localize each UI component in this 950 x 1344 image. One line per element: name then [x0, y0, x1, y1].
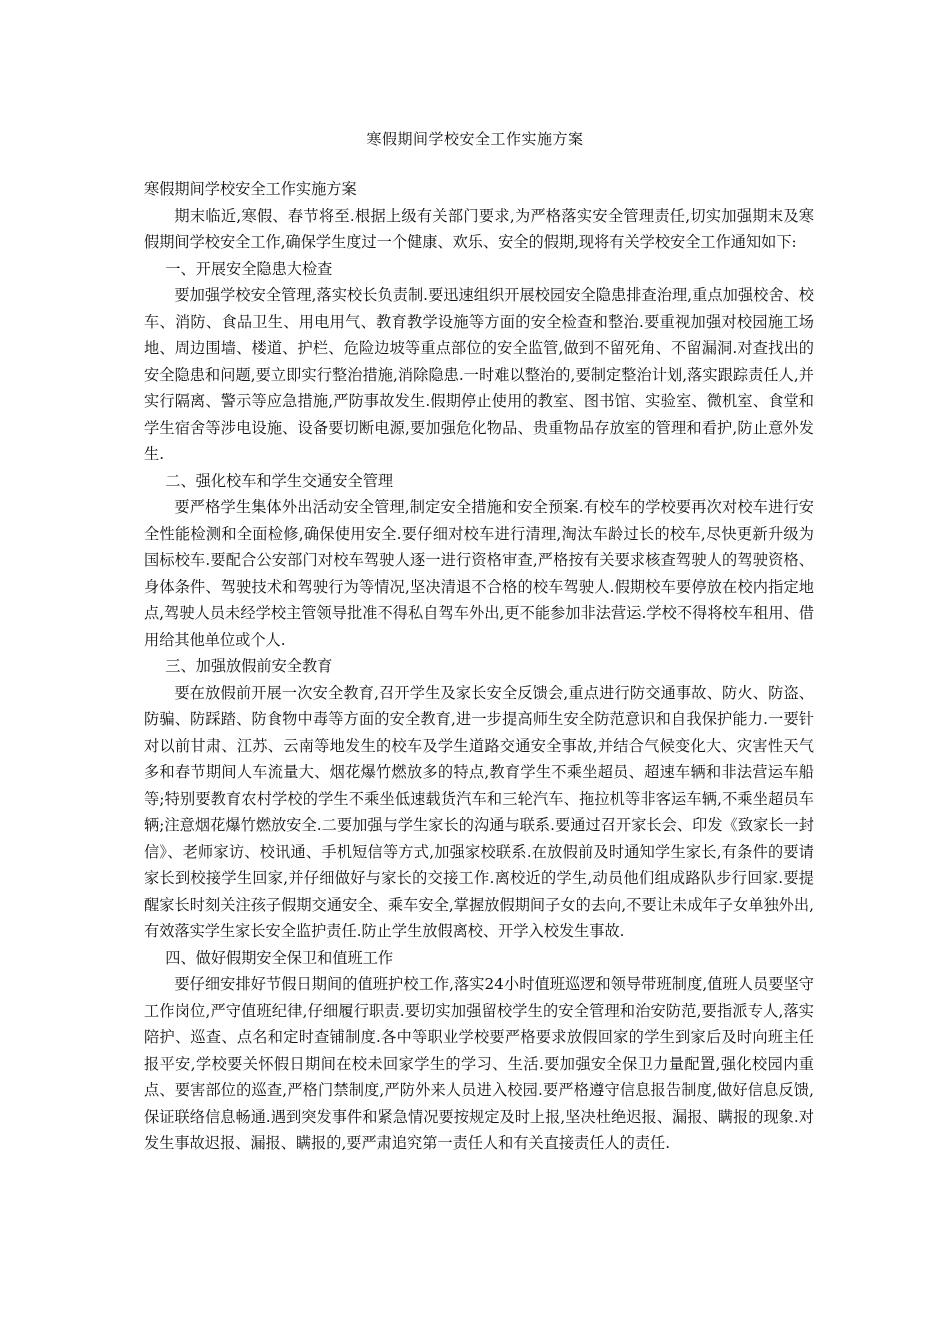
- intro-paragraph: 期末临近,寒假、春节将至.根据上级有关部门要求,为严格落实安全管理责任,切实加强期末及寒假期间学校安全工作,确保学生度过一个健康、欢乐、安全的假期,现将有关学校安全工作通知如下:: [144, 206, 814, 251]
- section-body-4: 要仔细安排好节假日期间的值班护校工作,落实24小时值班巡逻和领导带班制度,值班人员要坚守工作岗位,严守值班纪律,仔细履行职责.要切实加强留校学生的安全管理和治安防范,要指派专人,落实陪护、巡查、点名和定时查铺制度.各中等职业学校要严格要求放假回家的学生到家后及时向班主任报平安,学校要关怀假日期间在校未回家学生的学习、生活.要加强安全保卫力量配置,强化校园内重点、要害部位的巡查,严格门禁制度,严防外来人员进入校园.要严格遵守信息报告制度,做好信息反馈,保证联络信息畅通.遇到突发事件和紧急情况要按规定及时上报,坚决杜绝迟报、漏报、瞒报的现象.对发生事故迟报、漏报、瞒报的,要严肃追究第一责任人和有关直接责任人的责任.: [144, 975, 814, 1152]
- section-heading-2: 二、强化校车和学生交通安全管理: [165, 471, 394, 490]
- section-body-1: 要加强学校安全管理,落实校长负责制.要迅速组织开展校园安全隐患排查治理,重点加强校舍、校车、消防、食品卫生、用电用气、教育教学设施等方面的安全检查和整治.要重视加强对校园施工场地、周边围墙、楼道、护栏、危险边坡等重点部位的安全监管,做到不留死角、不留漏洞.对查找出的安全隐患和问题,要立即实行整治措施,消除隐患.一时难以整治的,要制定整治计划,落实跟踪责任人,并实行隔离、警示等应急措施,严防事故发生.假期停止使用的教室、图书馆、实验室、微机室、食堂和学生宿舍等涉电设施、设备要切断电源,要加强危化物品、贵重物品存放室的管理和看护,防止意外发生.: [144, 286, 814, 463]
- document-body: [144, 176, 814, 1157]
- section-heading-1: 一、开展安全隐患大检查: [165, 259, 333, 278]
- section-body-2: 要严格学生集体外出活动安全管理,制定安全措施和安全预案.有校车的学校要再次对校车进行安全性能检测和全面检修,确保使用安全.要仔细对校车进行清理,淘汰车龄过长的校车,尽快更新升级为国标校车.要配合公安部门对校车驾驶人逐一进行资格审查,严格按有关要求核查驾驶人的驾驶资格、身体条件、驾驶技术和驾驶行为等情况,坚决清退不合格的校车驾驶人.假期校车要停放在校内指定地点,驾驶人员未经学校主管领导批准不得私自驾车外出,更不能参加非法营运.学校不得将校车租用、借用给其他单位或个人.: [144, 498, 814, 649]
- document-subtitle: 寒假期间学校安全工作实施方案: [144, 180, 357, 198]
- section-heading-3: 三、加强放假前安全教育: [165, 657, 333, 675]
- section-body-3: 要在放假前开展一次安全教育,召开学生及家长安全反馈会,重点进行防交通事故、防火、防盗、防骗、防踩踏、防食物中毒等方面的安全教育,进一步提高师生安全防范意识和自我保护能力.一要针对以前甘肃、江苏、云南等地发生的校车及学生道路交通安全事故,并结合气候变化大、灾害性天气多和春节期间人车流量大、烟花爆竹燃放多的特点,教育学生不乘坐超员、超速车辆和非法营运车船等;特别要教育农村学校的学生不乘坐低速载货汽车和三轮汽车、拖拉机等非客运车辆,不乘坐超员车辆;注意烟花爆竹燃放安全.二要加强与学生家长的沟通与联系.要通过召开家长会、印发《致家长一封信》、老师家访、校讯通、手机短信等方式,加强家校联系.在放假前及时通知学生家长,有条件的要请家长到校接学生回家,并仔细做好与家长的交接工作.离校近的学生,动员他们组成路队步行回家.要提醒家长时刻关注孩子假期交通安全、乘车安全,掌握放假期间子女的去向,不要让未成年子女单独外出,有效落实学生家长安全监护责任.防止学生放假离校、开学入校发生事故.: [144, 683, 814, 940]
- section-heading-4: 四、做好假期安全保卫和值班工作: [165, 948, 394, 967]
- page-title: 寒假期间学校安全工作实施方案: [366, 130, 584, 148]
